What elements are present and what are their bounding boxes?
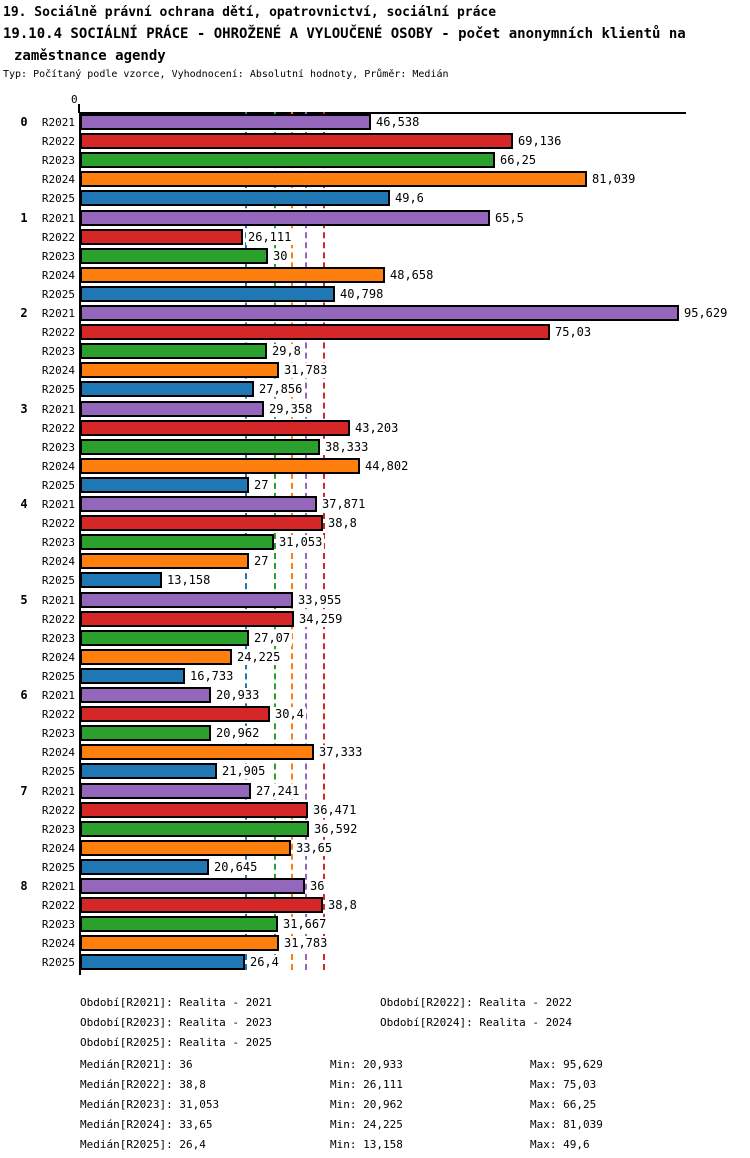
bar-row-label: R2024 bbox=[41, 842, 75, 855]
bar-row-label: R2023 bbox=[41, 536, 75, 549]
bar-value-label: 21,905 bbox=[222, 764, 266, 778]
bar-row-label: R2024 bbox=[41, 651, 75, 664]
bar-value-label: 75,03 bbox=[555, 325, 592, 339]
legend-item: Období[R2023]: Realita - 2023 bbox=[80, 1016, 273, 1029]
bar-row-label: R2022 bbox=[41, 899, 75, 912]
bar-row-label: R2023 bbox=[41, 632, 75, 645]
group-label: 7 bbox=[20, 784, 28, 798]
bar bbox=[80, 420, 350, 436]
bar-row-label: R2025 bbox=[41, 765, 75, 778]
stats-max: Max: 49,6 bbox=[530, 1138, 590, 1151]
bar-value-label: 46,538 bbox=[376, 115, 420, 129]
stats-max: Max: 95,629 bbox=[530, 1058, 603, 1071]
report-title: 19. Sociálně právní ochrana dětí, opatrovnictví, sociální práce bbox=[3, 5, 497, 20]
bar bbox=[80, 744, 314, 760]
bar-value-label: 20,962 bbox=[216, 726, 260, 740]
bar bbox=[80, 343, 267, 359]
stats-min: Min: 20,933 bbox=[330, 1058, 403, 1071]
bar-row-label: R2021 bbox=[41, 785, 75, 798]
bar-row-label: R2021 bbox=[41, 116, 75, 129]
legend-item: Období[R2024]: Realita - 2024 bbox=[380, 1016, 573, 1029]
bar bbox=[80, 859, 209, 875]
bar-row-label: R2024 bbox=[41, 555, 75, 568]
group-label: 8 bbox=[20, 879, 28, 893]
bar-row-label: R2022 bbox=[41, 326, 75, 339]
x-axis-origin-label: 0 bbox=[71, 93, 78, 106]
bar-value-label: 13,158 bbox=[167, 573, 211, 587]
bar bbox=[80, 954, 245, 970]
bar bbox=[80, 763, 217, 779]
bar-value-label: 20,933 bbox=[216, 688, 260, 702]
stats-min: Min: 24,225 bbox=[330, 1118, 403, 1131]
bar bbox=[80, 362, 279, 378]
group-label: 5 bbox=[20, 593, 28, 607]
bar-row-label: R2024 bbox=[41, 173, 75, 186]
bar-row-label: R2025 bbox=[41, 288, 75, 301]
bar-row-label: R2021 bbox=[41, 498, 75, 511]
bar bbox=[80, 802, 308, 818]
bar-value-label: 30,4 bbox=[275, 707, 304, 721]
bar bbox=[80, 916, 278, 932]
bar-value-label: 44,802 bbox=[365, 459, 409, 473]
bar-value-label: 31,667 bbox=[283, 917, 327, 931]
bar bbox=[80, 477, 249, 493]
bar bbox=[80, 534, 274, 550]
bar bbox=[80, 878, 305, 894]
bar bbox=[80, 381, 254, 397]
bar-row-label: R2025 bbox=[41, 383, 75, 396]
legend-item: Období[R2025]: Realita - 2025 bbox=[80, 1036, 273, 1049]
legend-item: Období[R2022]: Realita - 2022 bbox=[380, 996, 573, 1009]
bar-row-label: R2023 bbox=[41, 154, 75, 167]
group-label: 3 bbox=[20, 402, 28, 416]
bar-row-label: R2023 bbox=[41, 918, 75, 931]
bar bbox=[80, 840, 291, 856]
bar bbox=[80, 190, 390, 206]
stats-median: Medián[R2025]: 26,4 bbox=[80, 1138, 206, 1151]
bar-value-label: 29,358 bbox=[269, 402, 313, 416]
bar-value-label: 31,783 bbox=[284, 936, 328, 950]
stats-min: Min: 20,962 bbox=[330, 1098, 403, 1111]
bar-value-label: 33,955 bbox=[298, 593, 342, 607]
bar bbox=[80, 572, 162, 588]
bar-row-label: R2023 bbox=[41, 441, 75, 454]
bar-value-label: 26,111 bbox=[248, 230, 292, 244]
bar-value-label: 40,798 bbox=[340, 287, 384, 301]
bar-row-label: R2022 bbox=[41, 708, 75, 721]
bar bbox=[80, 706, 270, 722]
group-label: 6 bbox=[20, 688, 28, 702]
bar bbox=[80, 152, 495, 168]
bar bbox=[80, 458, 360, 474]
bar-row-label: R2025 bbox=[41, 479, 75, 492]
bar-row-label: R2021 bbox=[41, 594, 75, 607]
bar-value-label: 31,053 bbox=[279, 535, 323, 549]
bar-value-label: 36 bbox=[310, 879, 325, 893]
bar-row-label: R2022 bbox=[41, 517, 75, 530]
bar-row-label: R2022 bbox=[41, 613, 75, 626]
stats-median: Medián[R2021]: 36 bbox=[80, 1058, 193, 1071]
bar-value-label: 27 bbox=[254, 478, 269, 492]
stats-max: Max: 81,039 bbox=[530, 1118, 603, 1131]
group-label: 0 bbox=[20, 115, 28, 129]
bar bbox=[80, 496, 317, 512]
bar bbox=[80, 630, 249, 646]
group-label: 1 bbox=[20, 211, 28, 225]
bar-row-label: R2024 bbox=[41, 746, 75, 759]
bar-row-label: R2023 bbox=[41, 250, 75, 263]
bar bbox=[80, 783, 251, 799]
group-label: 4 bbox=[20, 497, 28, 511]
report-meta: Typ: Počítaný podle vzorce, Vyhodnocení: Absolutní hodnoty, Průměr: Medián bbox=[3, 69, 449, 80]
bar-row-label: R2025 bbox=[41, 861, 75, 874]
bar-row-label: R2024 bbox=[41, 269, 75, 282]
bar-value-label: 66,25 bbox=[500, 153, 537, 167]
stats-median: Medián[R2023]: 31,053 bbox=[80, 1098, 220, 1111]
bar bbox=[80, 725, 211, 741]
bar bbox=[80, 171, 587, 187]
bar-value-label: 31,783 bbox=[284, 363, 328, 377]
bar bbox=[80, 687, 211, 703]
bar-row-label: R2024 bbox=[41, 364, 75, 377]
bar-value-label: 16,733 bbox=[190, 669, 234, 683]
bar-value-label: 24,225 bbox=[237, 650, 281, 664]
bar-value-label: 38,8 bbox=[328, 898, 357, 912]
bar bbox=[80, 649, 232, 665]
bar bbox=[80, 611, 294, 627]
group-label: 2 bbox=[20, 306, 28, 320]
bar-value-label: 27 bbox=[254, 554, 269, 568]
bar-value-label: 30 bbox=[273, 249, 288, 263]
bar-row-label: R2021 bbox=[41, 403, 75, 416]
bar-value-label: 26,4 bbox=[250, 955, 279, 969]
report-subtitle: 19.10.4 SOCIÁLNÍ PRÁCE - OHROŽENÉ A VYLOUČENÉ OSOBY - počet anonymních klientů na bbox=[3, 26, 686, 42]
stats-median: Medián[R2024]: 33,65 bbox=[80, 1118, 213, 1131]
stats-median: Medián[R2022]: 38,8 bbox=[80, 1078, 206, 1091]
bar-value-label: 36,592 bbox=[314, 822, 358, 836]
bar bbox=[80, 305, 679, 321]
bar-row-label: R2024 bbox=[41, 937, 75, 950]
bar-value-label: 20,645 bbox=[214, 860, 258, 874]
bar bbox=[80, 133, 513, 149]
bar-row-label: R2025 bbox=[41, 956, 75, 969]
bar-value-label: 95,629 bbox=[684, 306, 728, 320]
report-subtitle-continued: zaměstnance agendy bbox=[14, 48, 166, 64]
bar bbox=[80, 935, 279, 951]
bar bbox=[80, 248, 268, 264]
bar-row-label: R2025 bbox=[41, 574, 75, 587]
bar bbox=[80, 897, 323, 913]
bar-row-label: R2022 bbox=[41, 231, 75, 244]
bar bbox=[80, 515, 323, 531]
bar-value-label: 34,259 bbox=[299, 612, 343, 626]
bar-row-label: R2024 bbox=[41, 460, 75, 473]
bar-value-label: 36,471 bbox=[313, 803, 357, 817]
bar-row-label: R2022 bbox=[41, 804, 75, 817]
bar-value-label: 38,8 bbox=[328, 516, 357, 530]
bar-row-label: R2025 bbox=[41, 192, 75, 205]
bar-row-label: R2023 bbox=[41, 345, 75, 358]
bar bbox=[80, 592, 293, 608]
bar-row-label: R2021 bbox=[41, 307, 75, 320]
bar-value-label: 27,241 bbox=[256, 784, 300, 798]
stats-max: Max: 66,25 bbox=[530, 1098, 597, 1111]
bar bbox=[80, 286, 335, 302]
bar-value-label: 81,039 bbox=[592, 172, 636, 186]
bar bbox=[80, 114, 371, 130]
bar-value-label: 65,5 bbox=[495, 211, 524, 225]
bar-value-label: 29,8 bbox=[272, 344, 301, 358]
bar-row-label: R2021 bbox=[41, 880, 75, 893]
bar-value-label: 37,871 bbox=[322, 497, 366, 511]
bar-row-label: R2022 bbox=[41, 422, 75, 435]
bar bbox=[80, 439, 320, 455]
bar bbox=[80, 210, 490, 226]
bar bbox=[80, 324, 550, 340]
bar bbox=[80, 553, 249, 569]
bar-row-label: R2023 bbox=[41, 727, 75, 740]
bar-value-label: 48,658 bbox=[390, 268, 434, 282]
bar-value-label: 38,333 bbox=[325, 440, 369, 454]
bar bbox=[80, 229, 243, 245]
bar-value-label: 27,07 bbox=[254, 631, 291, 645]
stats-min: Min: 26,111 bbox=[330, 1078, 403, 1091]
bar bbox=[80, 668, 185, 684]
bar-row-label: R2025 bbox=[41, 670, 75, 683]
bar-value-label: 69,136 bbox=[518, 134, 562, 148]
stats-max: Max: 75,03 bbox=[530, 1078, 597, 1091]
bar-row-label: R2021 bbox=[41, 212, 75, 225]
legend-item: Období[R2021]: Realita - 2021 bbox=[80, 996, 273, 1009]
bar-value-label: 43,203 bbox=[355, 421, 399, 435]
bar-value-label: 33,65 bbox=[296, 841, 333, 855]
bar bbox=[80, 821, 309, 837]
bar-row-label: R2021 bbox=[41, 689, 75, 702]
stats-min: Min: 13,158 bbox=[330, 1138, 403, 1151]
bar-value-label: 27,856 bbox=[259, 382, 303, 396]
bar-value-label: 37,333 bbox=[319, 745, 363, 759]
bar bbox=[80, 267, 385, 283]
bar-row-label: R2022 bbox=[41, 135, 75, 148]
bar bbox=[80, 401, 264, 417]
bar-value-label: 49,6 bbox=[395, 191, 424, 205]
bar-row-label: R2023 bbox=[41, 823, 75, 836]
